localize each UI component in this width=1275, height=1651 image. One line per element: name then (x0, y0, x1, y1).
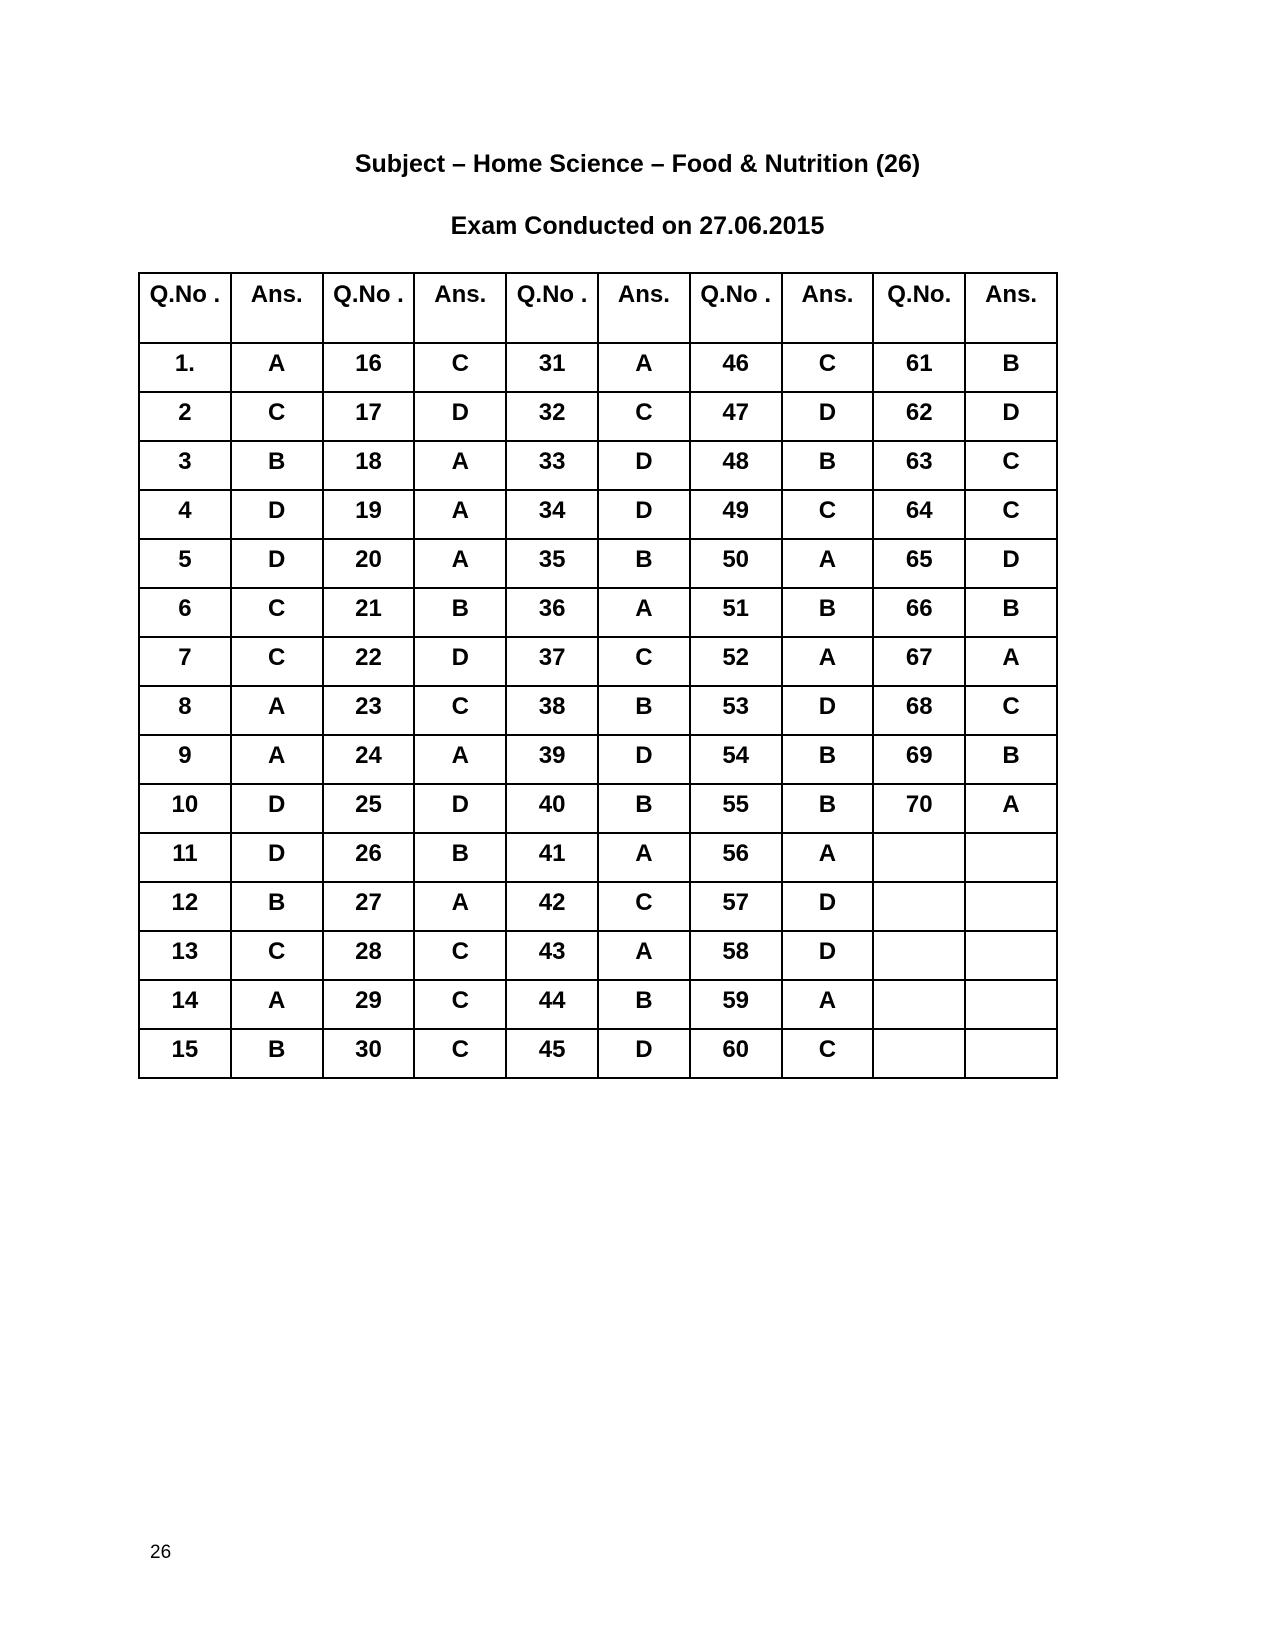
question-number-cell: 23 (323, 686, 415, 735)
answer-cell (965, 1029, 1057, 1078)
header-answer (414, 273, 506, 343)
answer-cell: D (598, 1029, 690, 1078)
question-number-cell: 31 (506, 343, 598, 392)
header-question-number (873, 273, 965, 343)
question-number-cell: 41 (506, 833, 598, 882)
question-number-cell: 1. (139, 343, 231, 392)
answer-cell: B (598, 784, 690, 833)
table-row (139, 931, 1057, 980)
answer-cell: D (414, 392, 506, 441)
table-row (139, 343, 1057, 392)
question-number-cell: 66 (873, 588, 965, 637)
header-label: Q.No. (887, 281, 952, 308)
question-number-cell: 32 (506, 392, 598, 441)
answer-cell: B (598, 980, 690, 1029)
question-number-cell: 21 (323, 588, 415, 637)
answer-key-table (138, 272, 1058, 1079)
answer-cell: B (231, 441, 323, 490)
question-number-cell: 52 (690, 637, 782, 686)
header-label: Q.No . (516, 281, 588, 308)
header-question-number (323, 273, 415, 343)
answer-cell: C (965, 490, 1057, 539)
question-number-cell: 24 (323, 735, 415, 784)
table-row (139, 833, 1057, 882)
table-row (139, 392, 1057, 441)
answer-cell: B (231, 1029, 323, 1078)
question-number-cell: 48 (690, 441, 782, 490)
question-number-cell: 35 (506, 539, 598, 588)
answer-cell: D (598, 441, 690, 490)
table-row (139, 490, 1057, 539)
answer-cell: B (782, 735, 874, 784)
answer-cell: A (965, 637, 1057, 686)
answer-cell: B (965, 343, 1057, 392)
answer-cell: C (598, 392, 690, 441)
question-number-cell: 10 (139, 784, 231, 833)
question-number-cell: 25 (323, 784, 415, 833)
question-number-cell: 26 (323, 833, 415, 882)
question-number-cell: 57 (690, 882, 782, 931)
question-number-cell: 56 (690, 833, 782, 882)
question-number-cell: 16 (323, 343, 415, 392)
answer-cell: B (414, 833, 506, 882)
question-number-cell: 61 (873, 343, 965, 392)
answer-cell (965, 882, 1057, 931)
answer-cell: B (782, 588, 874, 637)
question-number-cell: 67 (873, 637, 965, 686)
answer-cell: A (231, 980, 323, 1029)
question-number-cell: 65 (873, 539, 965, 588)
answer-cell: A (598, 833, 690, 882)
question-number-cell: 33 (506, 441, 598, 490)
question-number-cell: 49 (690, 490, 782, 539)
question-number-cell: 47 (690, 392, 782, 441)
answer-cell: B (598, 539, 690, 588)
question-number-cell: 58 (690, 931, 782, 980)
question-number-cell: 15 (139, 1029, 231, 1078)
answer-cell: B (782, 784, 874, 833)
question-number-cell: 43 (506, 931, 598, 980)
question-number-cell: 59 (690, 980, 782, 1029)
header-label: Q.No . (149, 281, 221, 308)
answer-cell: B (414, 588, 506, 637)
table-row (139, 686, 1057, 735)
table-row (139, 1029, 1057, 1078)
question-number-cell: 17 (323, 392, 415, 441)
answer-cell: C (414, 1029, 506, 1078)
question-number-cell: 53 (690, 686, 782, 735)
header-answer (598, 273, 690, 343)
question-number-cell: 70 (873, 784, 965, 833)
question-number-cell: 34 (506, 490, 598, 539)
question-number-cell: 40 (506, 784, 598, 833)
header-answer (965, 273, 1057, 343)
answer-cell: D (598, 490, 690, 539)
answer-cell: A (782, 833, 874, 882)
header-label: Q.No . (700, 281, 772, 308)
header-answer (782, 273, 874, 343)
answer-cell: A (598, 343, 690, 392)
answer-cell: C (414, 931, 506, 980)
question-number-cell: 27 (323, 882, 415, 931)
answer-cell: A (782, 637, 874, 686)
answer-cell: C (231, 931, 323, 980)
table-row (139, 882, 1057, 931)
header-label: Q.No . (333, 281, 404, 308)
answer-cell: C (414, 343, 506, 392)
header-label: Ans. (617, 281, 670, 308)
header-label: Ans. (250, 281, 303, 308)
answer-cell: D (965, 392, 1057, 441)
answer-cell (965, 931, 1057, 980)
header-answer (231, 273, 323, 343)
question-number-cell: 4 (139, 490, 231, 539)
question-number-cell: 5 (139, 539, 231, 588)
question-number-cell: 9 (139, 735, 231, 784)
answer-cell: A (414, 882, 506, 931)
answer-cell: A (231, 735, 323, 784)
answer-cell: C (231, 392, 323, 441)
answer-cell: A (231, 686, 323, 735)
answer-cell: A (414, 735, 506, 784)
answer-cell: A (782, 539, 874, 588)
answer-cell: C (782, 490, 874, 539)
question-number-cell: 39 (506, 735, 598, 784)
answer-cell: B (598, 686, 690, 735)
answer-cell: A (598, 588, 690, 637)
header-label: Ans. (801, 281, 854, 308)
answer-cell: B (231, 882, 323, 931)
answer-cell: A (782, 980, 874, 1029)
answer-cell: D (782, 931, 874, 980)
question-number-cell: 29 (323, 980, 415, 1029)
question-number-cell: 64 (873, 490, 965, 539)
answer-cell: D (782, 392, 874, 441)
question-number-cell: 8 (139, 686, 231, 735)
question-number-cell: 44 (506, 980, 598, 1029)
answer-cell: D (414, 784, 506, 833)
answer-cell: C (965, 441, 1057, 490)
exam-date-subtitle: Exam Conducted on 27.06.2015 (450, 212, 825, 240)
question-number-cell: 69 (873, 735, 965, 784)
question-number-cell: 42 (506, 882, 598, 931)
table-row (139, 539, 1057, 588)
answer-cell: D (414, 637, 506, 686)
question-number-cell: 51 (690, 588, 782, 637)
question-number-cell: 30 (323, 1029, 415, 1078)
question-number-cell: 20 (323, 539, 415, 588)
question-number-cell: 22 (323, 637, 415, 686)
answer-cell: A (598, 931, 690, 980)
answer-cell: B (782, 441, 874, 490)
question-number-cell: 54 (690, 735, 782, 784)
page-title: Subject – Home Science – Food & Nutrition (26) (354, 150, 921, 178)
table-body (139, 343, 1057, 1078)
table-header-row (139, 273, 1057, 343)
question-number-cell: 68 (873, 686, 965, 735)
table-row (139, 784, 1057, 833)
answer-cell: D (782, 686, 874, 735)
question-number-cell (873, 1029, 965, 1078)
answer-cell: D (598, 735, 690, 784)
answer-cell: C (231, 588, 323, 637)
answer-cell: C (414, 686, 506, 735)
question-number-cell: 46 (690, 343, 782, 392)
answer-cell: D (231, 490, 323, 539)
question-number-cell: 18 (323, 441, 415, 490)
question-number-cell (873, 882, 965, 931)
question-number-cell: 2 (139, 392, 231, 441)
answer-cell: C (231, 637, 323, 686)
header-label: Ans. (985, 281, 1038, 308)
question-number-cell: 13 (139, 931, 231, 980)
header-question-number (139, 273, 231, 343)
question-number-cell: 12 (139, 882, 231, 931)
answer-cell: C (414, 980, 506, 1029)
question-number-cell: 28 (323, 931, 415, 980)
question-number-cell: 7 (139, 637, 231, 686)
table-row (139, 637, 1057, 686)
question-number-cell: 63 (873, 441, 965, 490)
answer-cell: D (231, 539, 323, 588)
table-row (139, 980, 1057, 1029)
question-number-cell: 6 (139, 588, 231, 637)
header-question-number (690, 273, 782, 343)
question-number-cell: 3 (139, 441, 231, 490)
question-number-cell: 62 (873, 392, 965, 441)
table-row (139, 735, 1057, 784)
question-number-cell: 37 (506, 637, 598, 686)
header-question-number (506, 273, 598, 343)
question-number-cell: 11 (139, 833, 231, 882)
question-number-cell: 38 (506, 686, 598, 735)
answer-cell: A (414, 490, 506, 539)
answer-cell: D (231, 784, 323, 833)
answer-cell: A (231, 343, 323, 392)
question-number-cell: 19 (323, 490, 415, 539)
answer-cell: A (414, 539, 506, 588)
page-number: 26 (150, 1542, 172, 1563)
answer-cell: A (965, 784, 1057, 833)
question-number-cell (873, 833, 965, 882)
question-number-cell: 55 (690, 784, 782, 833)
answer-cell: C (782, 343, 874, 392)
answer-cell: C (598, 637, 690, 686)
question-number-cell: 14 (139, 980, 231, 1029)
answer-cell: C (598, 882, 690, 931)
answer-cell (965, 980, 1057, 1029)
answer-cell: C (782, 1029, 874, 1078)
answer-cell (965, 833, 1057, 882)
question-number-cell: 36 (506, 588, 598, 637)
question-number-cell: 60 (690, 1029, 782, 1078)
answer-cell: D (782, 882, 874, 931)
answer-cell: B (965, 735, 1057, 784)
question-number-cell (873, 980, 965, 1029)
question-number-cell: 45 (506, 1029, 598, 1078)
question-number-cell: 50 (690, 539, 782, 588)
answer-cell: D (231, 833, 323, 882)
answer-cell: B (965, 588, 1057, 637)
answer-cell: C (965, 686, 1057, 735)
header-label: Ans. (434, 281, 487, 308)
table-row (139, 441, 1057, 490)
answer-cell: A (414, 441, 506, 490)
question-number-cell (873, 931, 965, 980)
answer-cell: D (965, 539, 1057, 588)
table-row (139, 588, 1057, 637)
